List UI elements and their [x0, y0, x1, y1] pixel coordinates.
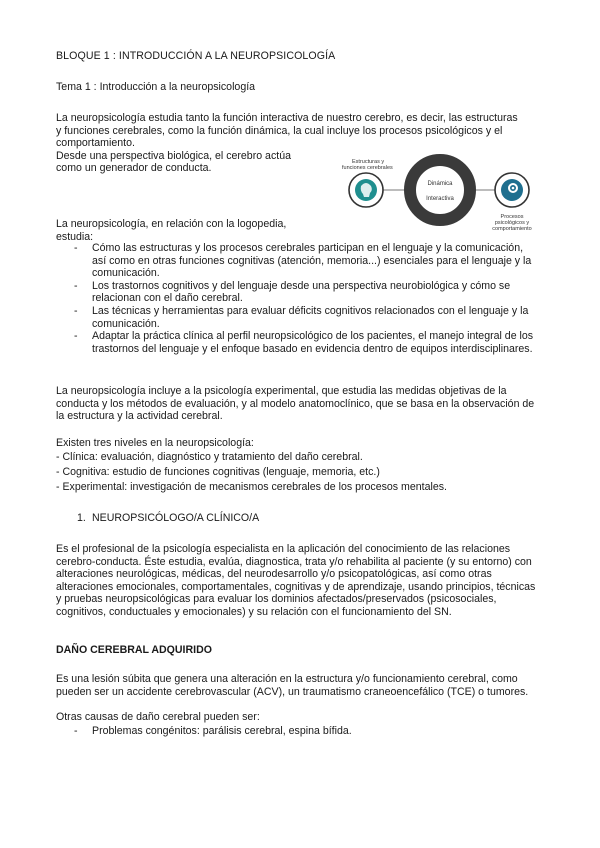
experimental-paragraph: La neuropsicología incluye a la psicología experimental, que estudia las medidas objetivas de la conducta y los métodos de evaluación, y al modelo anatomoclínico, que se basa en la observación de la estructura y la actividad cerebral. — [56, 385, 535, 423]
tema-title: Tema 1 : Introducción a la neuropsicología — [56, 81, 256, 93]
list-item: - Cómo las estructuras y los procesos cerebrales participan en el lenguaje y la comunicación, así como en otras funciones cognitivas (atención, memoria...) esenciales para el lenguaje y la comunicación. — [74, 242, 532, 280]
neuropsychology-diagram — [340, 148, 540, 236]
right-label-line-3: comportamiento — [492, 226, 532, 232]
section1-number: 1. — [77, 512, 86, 524]
center-bottom-label: Interactiva — [426, 196, 454, 202]
list-item: - Adaptar la práctica clínica al perfil neuropsicológico de los pacientes, el manejo integral de los trastornos del lenguaje y el enfoque basado en evidencia dentro de equipos interdisciplinares. — [74, 330, 534, 355]
left-label-line-1: Estructuras y — [352, 159, 385, 165]
gear-head-icon — [501, 179, 523, 201]
list-item: - Problemas congénitos: parálisis cerebral, espina bífida. — [74, 725, 352, 737]
left-label-line-2: funciones cerebrales — [342, 165, 393, 171]
list-item: - Los trastornos cognitivos y del lenguaje desde una perspectiva neurobiológica y cómo se relacionan con el daño cerebral. — [74, 279, 511, 305]
right-label-line-1: Procesos — [500, 214, 524, 220]
dano-paragraph: Es una lesión súbita que genera una alteración en la estructura y/o funcionamiento cerebral, como pueden ser un accidente cerebrovascular (ACV), un traumatismo craneoencefálico (TCE) o tumores. — [56, 673, 529, 698]
logo-line-1: La neuropsicología, en relación con la logopedia, — [56, 218, 287, 230]
intro-line-1: La neuropsicología estudia tanto la función interactiva de nuestro cerebro, es decir, las estructuras — [56, 112, 518, 124]
causes-list — [56, 725, 536, 738]
section1-paragraph: Es el profesional de la psicología especialista en la aplicación del conocimiento de las relaciones cerebro-conducta. Éste estudia, evalúa, diagnostica, trata y/o rehabilita al paciente (y su entorno) con alteraciones neurológicas, médicas, del neurodesarrollo y/o psicopatológicas, así como otras alteraciones emocionales, comportamentales, cognitivas y de aprendizaje, usando principios, técnicas y pruebas neuropsicológicas para evaluar los dominios afectados/preservados (psicosociales, cognitivos, conductuales y emocionales) y su relación con el funcionamiento del SN. — [56, 543, 536, 618]
block-title: BLOQUE 1 : INTRODUCCIÓN A LA NEUROPSICOLOGÍA — [56, 50, 336, 62]
dano-title: DAÑO CEREBRAL ADQUIRIDO — [56, 644, 212, 656]
list-item: - Las técnicas y herramientas para evaluar déficits cognitivos relacionados con el lenguaje y la comunicación. — [74, 304, 529, 330]
right-label-line-2: psicológicos y — [494, 220, 530, 226]
section1-title: NEUROPSICÓLOGO/A CLÍNICO/A — [92, 512, 260, 524]
intro-line-3: comportamiento. — [56, 137, 135, 150]
logo-line-2: estudia: — [56, 230, 94, 243]
otras-causas: Otras causas de daño cerebral pueden ser: — [56, 711, 260, 723]
bio-line-2: como un generador de conducta. — [56, 162, 212, 175]
intro-line-2: y funciones cerebrales, como la función dinámica, la cual incluye los procesos psicológicos y el — [56, 124, 503, 137]
level-clinica: - Clínica: evaluación, diagnóstico y tratamiento del daño cerebral. — [56, 451, 363, 463]
level-cognitiva: - Cognitiva: estudio de funciones cognitivas (lenguaje, memoria, etc.) — [56, 466, 380, 478]
levels-intro: Existen tres niveles en la neuropsicología: — [56, 437, 254, 449]
studies-list — [56, 242, 536, 355]
center-top-label: Dinámica — [427, 181, 453, 187]
level-experimental: - Experimental: investigación de mecanismos cerebrales de los procesos mentales. — [56, 481, 447, 493]
bio-line-1: Desde una perspectiva biológica, el cerebro actúa — [56, 149, 291, 162]
